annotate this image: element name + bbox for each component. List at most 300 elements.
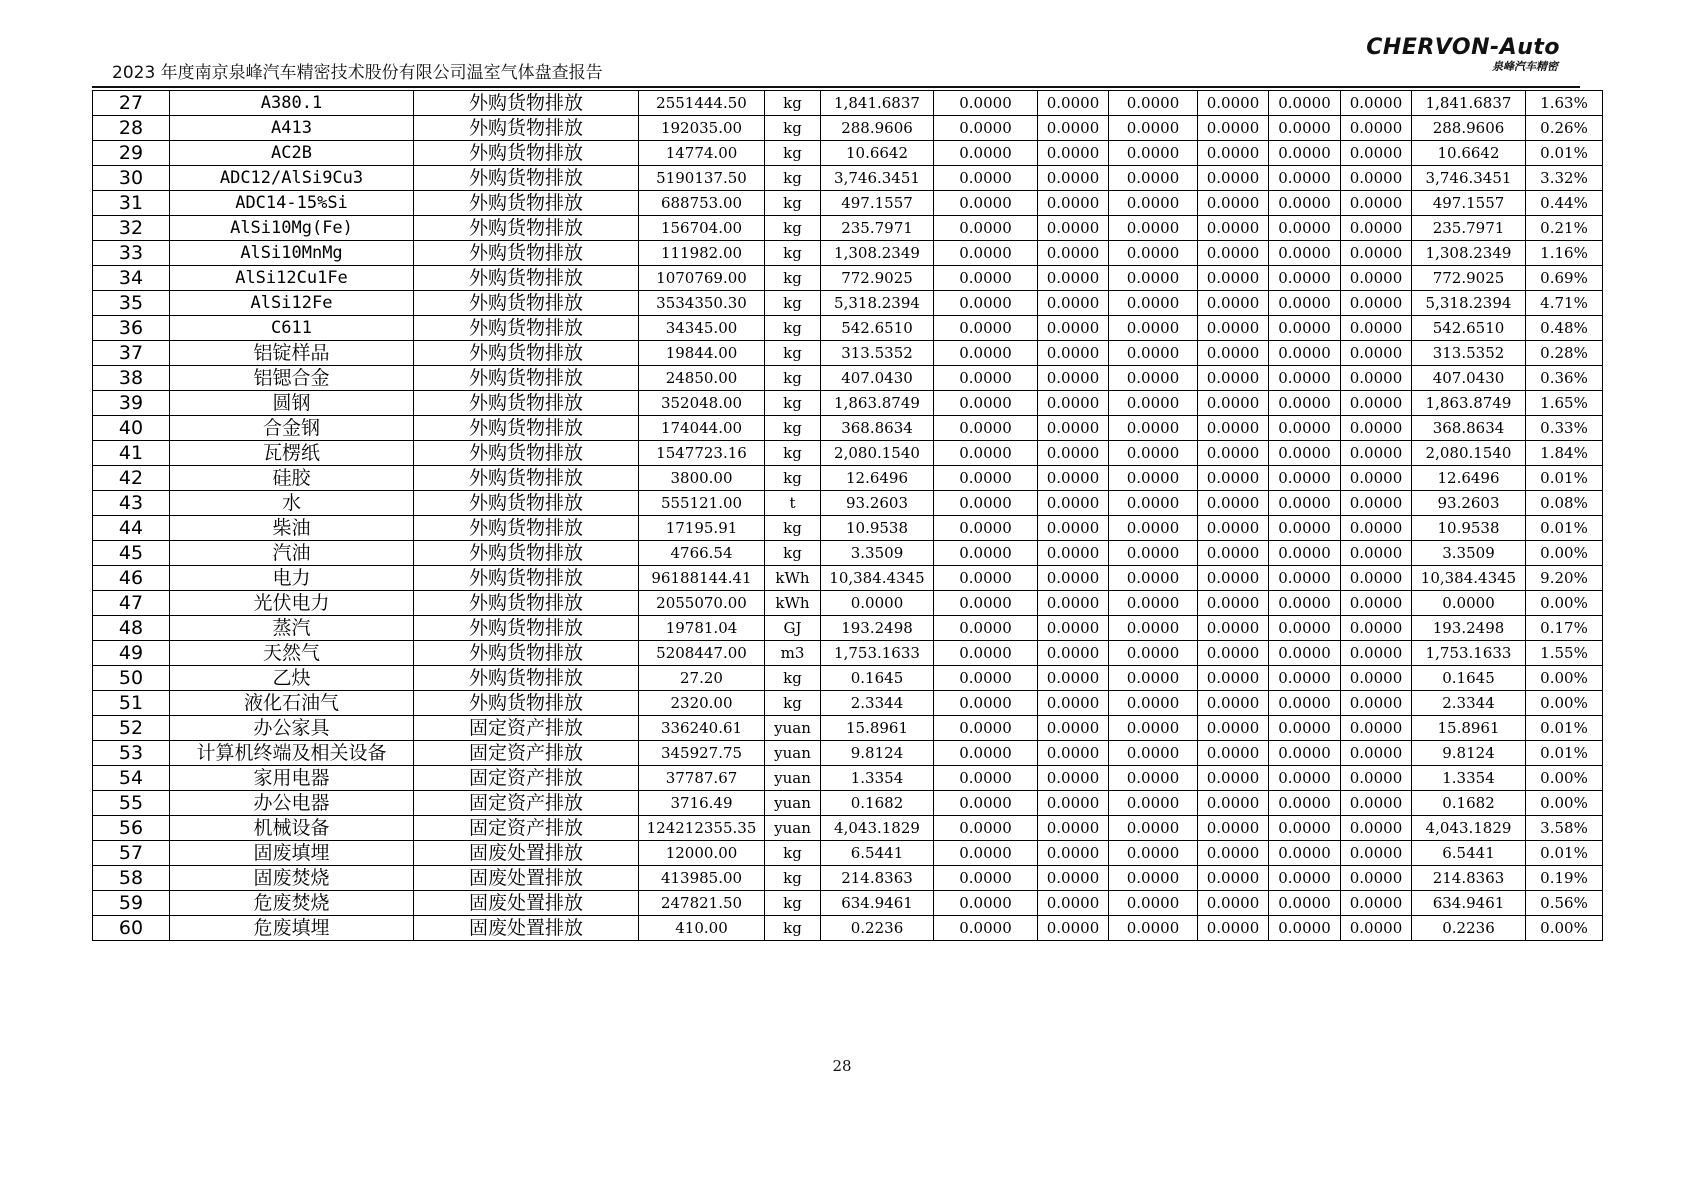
- cell-hfcs-value: 0.0000: [1109, 491, 1198, 516]
- cell-n2o-value: 0.0000: [1038, 341, 1109, 366]
- cell-share-percent: 0.44%: [1526, 191, 1603, 216]
- cell-total-emission: 1,841.6837: [1412, 91, 1526, 116]
- cell-total-emission: 5,318.2394: [1412, 291, 1526, 316]
- cell-emission-type: 外购货物排放: [414, 266, 639, 291]
- cell-hfcs-value: 0.0000: [1109, 816, 1198, 841]
- cell-emission-type: 外购货物排放: [414, 316, 639, 341]
- cell-row-index: 31: [93, 191, 170, 216]
- cell-hfcs-value: 0.0000: [1109, 666, 1198, 691]
- cell-co2-value: 313.5352: [821, 341, 934, 366]
- cell-emission-type: 外购货物排放: [414, 241, 639, 266]
- cell-item-name: 机械设备: [170, 816, 414, 841]
- cell-pfcs-value: 0.0000: [1198, 916, 1269, 941]
- cell-co2-value: 407.0430: [821, 366, 934, 391]
- cell-pfcs-value: 0.0000: [1198, 741, 1269, 766]
- cell-pfcs-value: 0.0000: [1198, 791, 1269, 816]
- table-row: [93, 816, 1603, 841]
- table-row: [93, 841, 1603, 866]
- cell-n2o-value: 0.0000: [1038, 391, 1109, 416]
- cell-item-name: 乙炔: [170, 666, 414, 691]
- cell-item-name: AlSi12Cu1Fe: [170, 266, 414, 291]
- cell-n2o-value: 0.0000: [1038, 466, 1109, 491]
- cell-sf6-value: 0.0000: [1269, 166, 1341, 191]
- cell-pfcs-value: 0.0000: [1198, 666, 1269, 691]
- cell-total-emission: 313.5352: [1412, 341, 1526, 366]
- cell-sf6-value: 0.0000: [1269, 266, 1341, 291]
- cell-n2o-value: 0.0000: [1038, 691, 1109, 716]
- cell-activity-amount: 1070769.00: [639, 266, 765, 291]
- cell-activity-amount: 3800.00: [639, 466, 765, 491]
- cell-nf3-value: 0.0000: [1341, 566, 1412, 591]
- cell-nf3-value: 0.0000: [1341, 641, 1412, 666]
- cell-unit: kg: [765, 266, 821, 291]
- cell-ch4-value: 0.0000: [934, 466, 1038, 491]
- cell-hfcs-value: 0.0000: [1109, 591, 1198, 616]
- cell-ch4-value: 0.0000: [934, 766, 1038, 791]
- cell-pfcs-value: 0.0000: [1198, 766, 1269, 791]
- cell-unit: yuan: [765, 791, 821, 816]
- cell-hfcs-value: 0.0000: [1109, 241, 1198, 266]
- cell-co2-value: 214.8363: [821, 866, 934, 891]
- cell-unit: kg: [765, 191, 821, 216]
- cell-unit: kg: [765, 441, 821, 466]
- cell-emission-type: 固定资产排放: [414, 741, 639, 766]
- cell-emission-type: 外购货物排放: [414, 141, 639, 166]
- cell-activity-amount: 410.00: [639, 916, 765, 941]
- table-row: [93, 716, 1603, 741]
- cell-row-index: 56: [93, 816, 170, 841]
- table-row: [93, 91, 1603, 116]
- cell-item-name: 瓦楞纸: [170, 441, 414, 466]
- cell-nf3-value: 0.0000: [1341, 166, 1412, 191]
- cell-n2o-value: 0.0000: [1038, 116, 1109, 141]
- cell-pfcs-value: 0.0000: [1198, 866, 1269, 891]
- cell-emission-type: 外购货物排放: [414, 441, 639, 466]
- cell-share-percent: 0.26%: [1526, 116, 1603, 141]
- cell-row-index: 40: [93, 416, 170, 441]
- cell-row-index: 28: [93, 116, 170, 141]
- cell-hfcs-value: 0.0000: [1109, 616, 1198, 641]
- cell-share-percent: 3.58%: [1526, 816, 1603, 841]
- cell-activity-amount: 413985.00: [639, 866, 765, 891]
- cell-total-emission: 235.7971: [1412, 216, 1526, 241]
- cell-sf6-value: 0.0000: [1269, 841, 1341, 866]
- cell-activity-amount: 156704.00: [639, 216, 765, 241]
- cell-co2-value: 0.1645: [821, 666, 934, 691]
- cell-row-index: 52: [93, 716, 170, 741]
- cell-n2o-value: 0.0000: [1038, 166, 1109, 191]
- cell-nf3-value: 0.0000: [1341, 491, 1412, 516]
- cell-item-name: ADC12/AlSi9Cu3: [170, 166, 414, 191]
- cell-pfcs-value: 0.0000: [1198, 716, 1269, 741]
- cell-share-percent: 0.01%: [1526, 741, 1603, 766]
- cell-share-percent: 0.00%: [1526, 666, 1603, 691]
- table-row: [93, 491, 1603, 516]
- cell-unit: kg: [765, 841, 821, 866]
- cell-unit: kg: [765, 141, 821, 166]
- cell-unit: kg: [765, 91, 821, 116]
- cell-co2-value: 12.6496: [821, 466, 934, 491]
- cell-sf6-value: 0.0000: [1269, 691, 1341, 716]
- cell-hfcs-value: 0.0000: [1109, 891, 1198, 916]
- cell-sf6-value: 0.0000: [1269, 541, 1341, 566]
- page-number: 28: [832, 1057, 852, 1075]
- cell-ch4-value: 0.0000: [934, 341, 1038, 366]
- cell-item-name: A380.1: [170, 91, 414, 116]
- cell-unit: kg: [765, 316, 821, 341]
- cell-ch4-value: 0.0000: [934, 816, 1038, 841]
- cell-co2-value: 9.8124: [821, 741, 934, 766]
- cell-hfcs-value: 0.0000: [1109, 191, 1198, 216]
- cell-row-index: 43: [93, 491, 170, 516]
- cell-unit: kg: [765, 291, 821, 316]
- cell-pfcs-value: 0.0000: [1198, 341, 1269, 366]
- cell-sf6-value: 0.0000: [1269, 191, 1341, 216]
- cell-hfcs-value: 0.0000: [1109, 791, 1198, 816]
- cell-nf3-value: 0.0000: [1341, 916, 1412, 941]
- cell-item-name: 天然气: [170, 641, 414, 666]
- cell-activity-amount: 174044.00: [639, 416, 765, 441]
- cell-activity-amount: 1547723.16: [639, 441, 765, 466]
- cell-sf6-value: 0.0000: [1269, 616, 1341, 641]
- cell-co2-value: 10.9538: [821, 516, 934, 541]
- cell-row-index: 38: [93, 366, 170, 391]
- cell-nf3-value: 0.0000: [1341, 866, 1412, 891]
- cell-hfcs-value: 0.0000: [1109, 541, 1198, 566]
- cell-share-percent: 0.69%: [1526, 266, 1603, 291]
- cell-n2o-value: 0.0000: [1038, 891, 1109, 916]
- cell-ch4-value: 0.0000: [934, 541, 1038, 566]
- cell-hfcs-value: 0.0000: [1109, 341, 1198, 366]
- cell-row-index: 47: [93, 591, 170, 616]
- cell-total-emission: 3.3509: [1412, 541, 1526, 566]
- cell-sf6-value: 0.0000: [1269, 741, 1341, 766]
- cell-emission-type: 固定资产排放: [414, 766, 639, 791]
- cell-total-emission: 0.1645: [1412, 666, 1526, 691]
- cell-emission-type: 外购货物排放: [414, 166, 639, 191]
- cell-sf6-value: 0.0000: [1269, 91, 1341, 116]
- cell-row-index: 48: [93, 616, 170, 641]
- cell-row-index: 29: [93, 141, 170, 166]
- company-logo: [1360, 36, 1560, 78]
- cell-activity-amount: 19844.00: [639, 341, 765, 366]
- cell-unit: kg: [765, 916, 821, 941]
- cell-share-percent: 0.33%: [1526, 416, 1603, 441]
- cell-hfcs-value: 0.0000: [1109, 441, 1198, 466]
- cell-activity-amount: 17195.91: [639, 516, 765, 541]
- cell-hfcs-value: 0.0000: [1109, 91, 1198, 116]
- logo-wordmark: CHERVON-Auto: [1366, 35, 1560, 60]
- cell-unit: yuan: [765, 816, 821, 841]
- cell-hfcs-value: 0.0000: [1109, 216, 1198, 241]
- table-body: [93, 91, 1603, 941]
- table-row: [93, 866, 1603, 891]
- cell-share-percent: 0.08%: [1526, 491, 1603, 516]
- cell-pfcs-value: 0.0000: [1198, 466, 1269, 491]
- cell-sf6-value: 0.0000: [1269, 391, 1341, 416]
- cell-sf6-value: 0.0000: [1269, 666, 1341, 691]
- cell-row-index: 46: [93, 566, 170, 591]
- cell-row-index: 27: [93, 91, 170, 116]
- cell-item-name: 圆钢: [170, 391, 414, 416]
- cell-activity-amount: 192035.00: [639, 116, 765, 141]
- cell-share-percent: 0.21%: [1526, 216, 1603, 241]
- table-row: [93, 291, 1603, 316]
- cell-share-percent: 3.32%: [1526, 166, 1603, 191]
- cell-sf6-value: 0.0000: [1269, 766, 1341, 791]
- cell-hfcs-value: 0.0000: [1109, 391, 1198, 416]
- cell-ch4-value: 0.0000: [934, 791, 1038, 816]
- cell-nf3-value: 0.0000: [1341, 891, 1412, 916]
- cell-pfcs-value: 0.0000: [1198, 566, 1269, 591]
- cell-emission-type: 外购货物排放: [414, 466, 639, 491]
- cell-emission-type: 外购货物排放: [414, 291, 639, 316]
- cell-total-emission: 15.8961: [1412, 716, 1526, 741]
- cell-nf3-value: 0.0000: [1341, 316, 1412, 341]
- cell-row-index: 37: [93, 341, 170, 366]
- cell-ch4-value: 0.0000: [934, 866, 1038, 891]
- cell-row-index: 30: [93, 166, 170, 191]
- cell-item-name: 柴油: [170, 516, 414, 541]
- cell-co2-value: 6.5441: [821, 841, 934, 866]
- cell-emission-type: 外购货物排放: [414, 566, 639, 591]
- cell-n2o-value: 0.0000: [1038, 591, 1109, 616]
- table-row: [93, 741, 1603, 766]
- cell-total-emission: 3,746.3451: [1412, 166, 1526, 191]
- cell-unit: kg: [765, 391, 821, 416]
- table-row: [93, 616, 1603, 641]
- cell-total-emission: 10,384.4345: [1412, 566, 1526, 591]
- cell-co2-value: 235.7971: [821, 216, 934, 241]
- cell-total-emission: 1,753.1633: [1412, 641, 1526, 666]
- cell-ch4-value: 0.0000: [934, 116, 1038, 141]
- cell-activity-amount: 24850.00: [639, 366, 765, 391]
- cell-n2o-value: 0.0000: [1038, 741, 1109, 766]
- cell-unit: kg: [765, 341, 821, 366]
- cell-activity-amount: 555121.00: [639, 491, 765, 516]
- cell-emission-type: 固废处置排放: [414, 916, 639, 941]
- cell-total-emission: 4,043.1829: [1412, 816, 1526, 841]
- cell-share-percent: 1.63%: [1526, 91, 1603, 116]
- cell-emission-type: 外购货物排放: [414, 91, 639, 116]
- cell-ch4-value: 0.0000: [934, 441, 1038, 466]
- cell-pfcs-value: 0.0000: [1198, 641, 1269, 666]
- cell-pfcs-value: 0.0000: [1198, 191, 1269, 216]
- cell-share-percent: 1.16%: [1526, 241, 1603, 266]
- cell-hfcs-value: 0.0000: [1109, 266, 1198, 291]
- cell-emission-type: 外购货物排放: [414, 616, 639, 641]
- cell-item-name: 水: [170, 491, 414, 516]
- cell-ch4-value: 0.0000: [934, 91, 1038, 116]
- cell-pfcs-value: 0.0000: [1198, 266, 1269, 291]
- cell-pfcs-value: 0.0000: [1198, 241, 1269, 266]
- cell-item-name: 铝锭样品: [170, 341, 414, 366]
- cell-share-percent: 0.00%: [1526, 591, 1603, 616]
- cell-total-emission: 12.6496: [1412, 466, 1526, 491]
- cell-sf6-value: 0.0000: [1269, 366, 1341, 391]
- cell-emission-type: 外购货物排放: [414, 366, 639, 391]
- cell-total-emission: 634.9461: [1412, 891, 1526, 916]
- cell-sf6-value: 0.0000: [1269, 566, 1341, 591]
- table-row: [93, 366, 1603, 391]
- cell-co2-value: 4,043.1829: [821, 816, 934, 841]
- cell-unit: yuan: [765, 766, 821, 791]
- cell-activity-amount: 96188144.41: [639, 566, 765, 591]
- cell-hfcs-value: 0.0000: [1109, 866, 1198, 891]
- cell-ch4-value: 0.0000: [934, 491, 1038, 516]
- cell-emission-type: 外购货物排放: [414, 341, 639, 366]
- cell-co2-value: 1,863.8749: [821, 391, 934, 416]
- cell-activity-amount: 2055070.00: [639, 591, 765, 616]
- cell-total-emission: 10.9538: [1412, 516, 1526, 541]
- cell-pfcs-value: 0.0000: [1198, 591, 1269, 616]
- cell-share-percent: 1.55%: [1526, 641, 1603, 666]
- cell-nf3-value: 0.0000: [1341, 616, 1412, 641]
- cell-nf3-value: 0.0000: [1341, 91, 1412, 116]
- emissions-table: [92, 90, 1603, 941]
- table-row: [93, 316, 1603, 341]
- cell-row-index: 45: [93, 541, 170, 566]
- cell-ch4-value: 0.0000: [934, 141, 1038, 166]
- cell-hfcs-value: 0.0000: [1109, 516, 1198, 541]
- cell-share-percent: 4.71%: [1526, 291, 1603, 316]
- cell-item-name: 家用电器: [170, 766, 414, 791]
- cell-sf6-value: 0.0000: [1269, 141, 1341, 166]
- cell-share-percent: 0.01%: [1526, 841, 1603, 866]
- cell-item-name: 合金钢: [170, 416, 414, 441]
- cell-emission-type: 固废处置排放: [414, 866, 639, 891]
- cell-ch4-value: 0.0000: [934, 191, 1038, 216]
- cell-sf6-value: 0.0000: [1269, 716, 1341, 741]
- cell-ch4-value: 0.0000: [934, 716, 1038, 741]
- cell-sf6-value: 0.0000: [1269, 466, 1341, 491]
- cell-hfcs-value: 0.0000: [1109, 291, 1198, 316]
- cell-n2o-value: 0.0000: [1038, 541, 1109, 566]
- cell-nf3-value: 0.0000: [1341, 391, 1412, 416]
- cell-row-index: 36: [93, 316, 170, 341]
- table-row: [93, 116, 1603, 141]
- cell-ch4-value: 0.0000: [934, 691, 1038, 716]
- table-row: [93, 466, 1603, 491]
- cell-co2-value: 1.3354: [821, 766, 934, 791]
- cell-emission-type: 外购货物排放: [414, 116, 639, 141]
- cell-pfcs-value: 0.0000: [1198, 391, 1269, 416]
- cell-co2-value: 3.3509: [821, 541, 934, 566]
- cell-nf3-value: 0.0000: [1341, 416, 1412, 441]
- cell-nf3-value: 0.0000: [1341, 191, 1412, 216]
- cell-nf3-value: 0.0000: [1341, 141, 1412, 166]
- cell-pfcs-value: 0.0000: [1198, 91, 1269, 116]
- cell-n2o-value: 0.0000: [1038, 666, 1109, 691]
- cell-pfcs-value: 0.0000: [1198, 891, 1269, 916]
- cell-n2o-value: 0.0000: [1038, 641, 1109, 666]
- cell-row-index: 33: [93, 241, 170, 266]
- cell-row-index: 53: [93, 741, 170, 766]
- cell-item-name: 办公电器: [170, 791, 414, 816]
- cell-emission-type: 外购货物排放: [414, 416, 639, 441]
- cell-sf6-value: 0.0000: [1269, 591, 1341, 616]
- cell-emission-type: 外购货物排放: [414, 591, 639, 616]
- cell-total-emission: 0.0000: [1412, 591, 1526, 616]
- cell-sf6-value: 0.0000: [1269, 441, 1341, 466]
- cell-sf6-value: 0.0000: [1269, 416, 1341, 441]
- cell-total-emission: 2,080.1540: [1412, 441, 1526, 466]
- cell-emission-type: 外购货物排放: [414, 541, 639, 566]
- cell-n2o-value: 0.0000: [1038, 491, 1109, 516]
- cell-total-emission: 0.2236: [1412, 916, 1526, 941]
- cell-sf6-value: 0.0000: [1269, 116, 1341, 141]
- cell-nf3-value: 0.0000: [1341, 291, 1412, 316]
- cell-item-name: 汽油: [170, 541, 414, 566]
- cell-nf3-value: 0.0000: [1341, 441, 1412, 466]
- cell-co2-value: 10,384.4345: [821, 566, 934, 591]
- cell-co2-value: 1,841.6837: [821, 91, 934, 116]
- table-row: [93, 166, 1603, 191]
- cell-total-emission: 9.8124: [1412, 741, 1526, 766]
- cell-unit: kg: [765, 166, 821, 191]
- cell-co2-value: 10.6642: [821, 141, 934, 166]
- cell-co2-value: 93.2603: [821, 491, 934, 516]
- cell-n2o-value: 0.0000: [1038, 91, 1109, 116]
- cell-row-index: 54: [93, 766, 170, 791]
- cell-total-emission: 772.9025: [1412, 266, 1526, 291]
- cell-total-emission: 6.5441: [1412, 841, 1526, 866]
- cell-item-name: 固废填埋: [170, 841, 414, 866]
- cell-unit: kg: [765, 691, 821, 716]
- cell-hfcs-value: 0.0000: [1109, 691, 1198, 716]
- cell-share-percent: 0.01%: [1526, 466, 1603, 491]
- cell-activity-amount: 336240.61: [639, 716, 765, 741]
- cell-sf6-value: 0.0000: [1269, 891, 1341, 916]
- cell-ch4-value: 0.0000: [934, 241, 1038, 266]
- table-row: [93, 216, 1603, 241]
- table-row: [93, 791, 1603, 816]
- cell-ch4-value: 0.0000: [934, 616, 1038, 641]
- cell-hfcs-value: 0.0000: [1109, 366, 1198, 391]
- cell-activity-amount: 345927.75: [639, 741, 765, 766]
- cell-nf3-value: 0.0000: [1341, 666, 1412, 691]
- cell-n2o-value: 0.0000: [1038, 716, 1109, 741]
- cell-share-percent: 0.56%: [1526, 891, 1603, 916]
- cell-emission-type: 固定资产排放: [414, 716, 639, 741]
- cell-nf3-value: 0.0000: [1341, 541, 1412, 566]
- cell-n2o-value: 0.0000: [1038, 441, 1109, 466]
- cell-activity-amount: 2320.00: [639, 691, 765, 716]
- cell-n2o-value: 0.0000: [1038, 416, 1109, 441]
- cell-share-percent: 0.19%: [1526, 866, 1603, 891]
- cell-share-percent: 0.00%: [1526, 541, 1603, 566]
- cell-sf6-value: 0.0000: [1269, 866, 1341, 891]
- cell-nf3-value: 0.0000: [1341, 366, 1412, 391]
- cell-unit: t: [765, 491, 821, 516]
- cell-share-percent: 0.00%: [1526, 791, 1603, 816]
- cell-pfcs-value: 0.0000: [1198, 816, 1269, 841]
- cell-ch4-value: 0.0000: [934, 216, 1038, 241]
- cell-total-emission: 93.2603: [1412, 491, 1526, 516]
- cell-n2o-value: 0.0000: [1038, 791, 1109, 816]
- cell-item-name: 硅胶: [170, 466, 414, 491]
- cell-total-emission: 368.8634: [1412, 416, 1526, 441]
- cell-hfcs-value: 0.0000: [1109, 841, 1198, 866]
- table-row: [93, 916, 1603, 941]
- cell-activity-amount: 247821.50: [639, 891, 765, 916]
- cell-n2o-value: 0.0000: [1038, 516, 1109, 541]
- cell-emission-type: 外购货物排放: [414, 391, 639, 416]
- cell-pfcs-value: 0.0000: [1198, 216, 1269, 241]
- cell-item-name: 光伏电力: [170, 591, 414, 616]
- cell-pfcs-value: 0.0000: [1198, 491, 1269, 516]
- cell-pfcs-value: 0.0000: [1198, 441, 1269, 466]
